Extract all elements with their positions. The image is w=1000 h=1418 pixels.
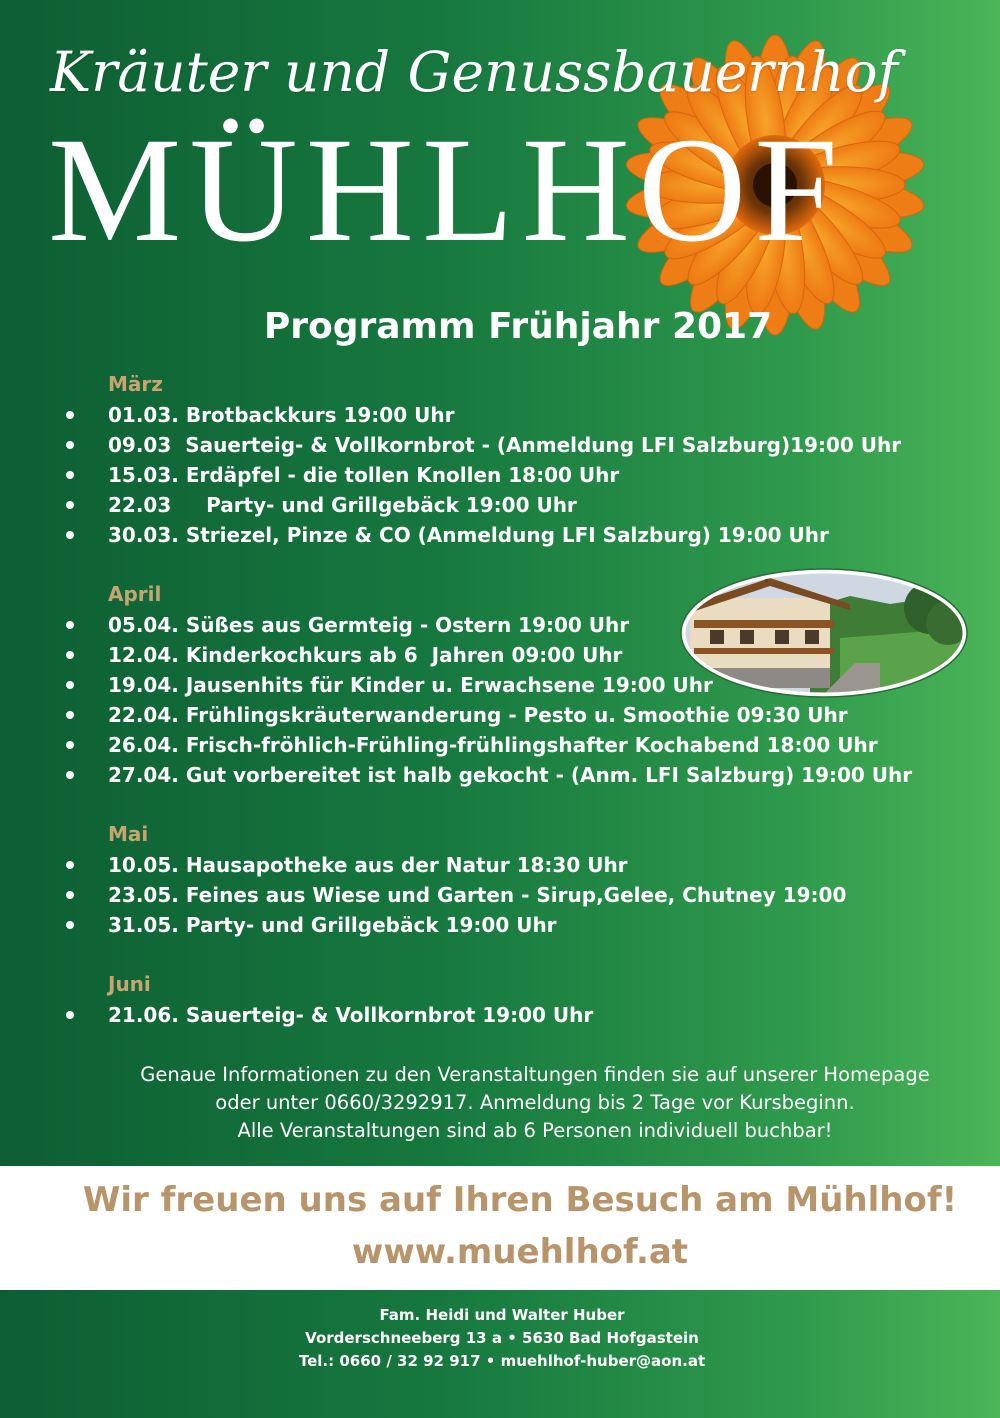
event-list-maerz [0,400,901,550]
list-item: 15.03. Erdäpfel - die tollen Knollen 18:00 Uhr [0,460,901,490]
footer-city: 5630 Bad Hofgastein [522,1329,699,1347]
list-item: 05.04. Süßes aus Germteig - Ostern 19:00 Uhr [0,610,912,640]
bullet-icon [66,771,74,779]
event-list-juni [0,1000,593,1030]
list-item: 22.03 Party- und Grillgebäck 19:00 Uhr [0,490,901,520]
list-item: 23.05. Feines aus Wiese und Garten - Sirup,Gelee, Chutney 19:00 [0,880,846,910]
brand-title: MÜHLHOF [48,107,846,273]
list-item: 12.04. Kinderkochkurs ab 6 Jahren 09:00 Uhr [0,640,912,670]
bullet-icon [66,471,74,479]
list-item: 19.04. Jausenhits für Kinder u. Erwachsene 19:00 Uhr [0,670,912,700]
list-item: 27.04. Gut vorbereitet ist halb gekocht - (Anm. LFI Salzburg) 19:00 Uhr [0,760,912,790]
bullet-icon [66,681,74,689]
info-line-3: Alle Veranstaltungen sind ab 6 Personen individuell buchbar! [237,1119,833,1142]
bullet-icon [66,741,74,749]
bullet-icon [66,621,74,629]
bullet-icon [66,921,74,929]
bullet-icon [66,861,74,869]
program-title: Programm Frühjahr 2017 [263,306,773,347]
list-item: 01.03. Brotbackkurs 19:00 Uhr [0,400,901,430]
bullet-icon [66,411,74,419]
list-item: 22.04. Frühlingskräuterwanderung - Pesto u. Smoothie 09:30 Uhr [0,700,912,730]
month-heading-juni: Juni [108,972,151,996]
separator-dot [481,1352,501,1370]
separator-dot [502,1329,522,1347]
list-item: 10.05. Hausapotheke aus der Natur 18:30 Uhr [0,850,846,880]
website-link[interactable]: www.muehlhof.at [351,1232,689,1272]
bullet-icon [66,1011,74,1019]
footer-phone: Tel.: 0660 / 32 92 917 [298,1352,481,1370]
month-heading-mai: Mai [108,822,149,846]
bullet-icon [66,531,74,539]
farmhouse-photo [680,568,968,698]
list-item: 31.05. Party- und Grillgebäck 19:00 Uhr [0,910,846,940]
bullet-icon [66,651,74,659]
list-item: 09.03 Sauerteig- & Vollkornbrot - (Anmeldung LFI Salzburg)19:00 Uhr [0,430,901,460]
footer-street: Vorderschneeberg 13 a [305,1329,502,1347]
info-line-1: Genaue Informationen zu den Veranstaltungen finden sie auf unserer Homepage [140,1063,930,1086]
bullet-icon [66,441,74,449]
month-heading-april: April [108,582,162,606]
info-text [100,1061,970,1145]
subtitle: Kräuter und Genussbauernhof [50,40,898,104]
welcome-text: Wir freuen uns auf Ihren Besuch am Mühlhof! [82,1180,958,1220]
list-item: 21.06. Sauerteig- & Vollkornbrot 19:00 Uhr [0,1000,593,1030]
contact-footer [0,1304,1000,1373]
footer-address [4,1327,1000,1350]
footer-contact [4,1350,1000,1373]
bullet-icon [66,501,74,509]
list-item: 30.03. Striezel, Pinze & CO (Anmeldung LFI Salzburg) 19:00 Uhr [0,520,901,550]
footer-names: Fam. Heidi und Walter Huber [379,1306,625,1324]
info-line-2: oder unter 0660/3292917. Anmeldung bis 2 Tage vor Kursbeginn. [215,1091,855,1114]
footer-email[interactable]: muehlhof-huber@aon.at [500,1352,706,1370]
bullet-icon [66,891,74,899]
month-heading-maerz: März [108,372,163,396]
list-item: 26.04. Frisch-fröhlich-Frühling-frühlingshafter Kochabend 18:00 Uhr [0,730,912,760]
bullet-icon [66,711,74,719]
event-list-mai [0,850,846,940]
